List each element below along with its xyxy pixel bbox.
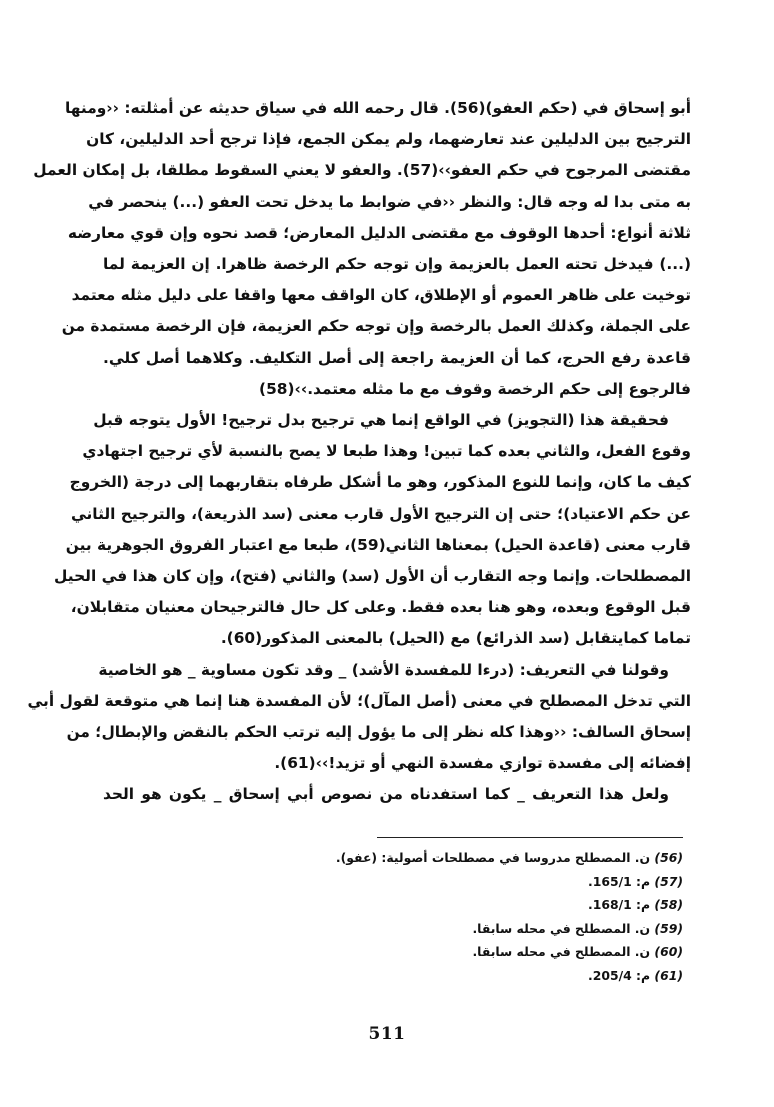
text-line: وقولنا في التعريف: (درءا للمفسدة الأشد) _ وقد تكون مساوية _ هو الخاصية: [98, 660, 669, 679]
paragraph-4: [103, 779, 691, 810]
footnote-61: [103, 964, 683, 988]
text-line: فالرجوع إلى حكم الرخصة وقوف مع ما مثله معتمد.››(58): [259, 379, 691, 398]
footnote-text: ن. المصطلح في محله سابقا.: [472, 920, 651, 936]
text-line: تماما كمايتقابل (سد الذرائع) مع (الحيل) بالمعنى المذكور(60).: [220, 629, 691, 648]
footnote-text: ن. المصطلح مدروسا في مصطلحات أصولية: (عفو).: [335, 850, 651, 865]
paragraph-1: [33, 93, 691, 405]
text-line: التي تدخل المصطلح في معنى (أصل المآل)؛ لأن المفسدة هنا إنما هي متوقعة لقول أبي: [27, 691, 691, 710]
footnotes: [103, 846, 683, 987]
text-line: قارب معنى (قاعدة الحيل) بمعناها الثاني(59)، طبعا مع اعتبار الفروق الجوهرية بين: [65, 535, 691, 554]
footnote-58: [103, 893, 683, 917]
footnote-number: (61): [654, 967, 683, 983]
footnote-57: [103, 870, 683, 894]
text-line: فحقيقة هذا (التجويز) في الواقع إنما هي ترجيح بدل ترجيح! الأول يتوجه قبل: [93, 411, 669, 430]
paragraph-2: [54, 405, 691, 655]
footnote-number: (56): [654, 850, 683, 865]
page-number: 511: [368, 1024, 406, 1044]
footnote-number: (57): [654, 873, 683, 889]
main-text-body: [27, 93, 691, 811]
footnote-text: م: 165/1.: [587, 873, 651, 889]
text-line: وقوع الفعل، والثاني بعده كما تبين! وهذا طبعا لا يصح بالنسبة لأي ترجيح اجتهادي: [82, 442, 691, 461]
text-line: قاعدة رفع الحرج، كما أن العزيمة راجعة إلى أصل التكليف. وكلاهما أصل كلي.: [103, 348, 691, 367]
footnote-divider: [377, 837, 683, 838]
footnote-59: [103, 917, 683, 941]
text-line: توخيت على ظاهر العموم أو الإطلاق، كان الواقف معها واقفا على دليل مثله معتمد: [71, 286, 691, 305]
text-line: أبو إسحاق في (حكم العفو)(56). قال رحمه الله في سياق حديثه عن أمثلته: ‹‹ومنها: [64, 99, 691, 117]
text-line: الترجيح بين الدليلين عند تعارضهما، ولم يمكن الجمع، فإذا ترجح أحد الدليلين، كان: [86, 130, 691, 149]
footnote-56: [103, 846, 683, 870]
text-line: به متى بدا له وجه قال: والنظر ‹‹في ضوابط ما يدخل تحت العفو (...) ينحصر في: [88, 192, 691, 211]
text-line: إسحاق السالف: ‹‹وهذا كله نظر إلى ما يؤول إليه ترتب الحكم بالنقض والإبطال؛ من: [66, 723, 691, 742]
footnote-number: (58): [654, 897, 683, 912]
footnote-number: (60): [654, 944, 683, 959]
text-line: المصطلحات. وإنما وجه التقارب أن الأول (سد) والثاني (فتح)، وإن كان هذا في الحيل: [54, 567, 691, 586]
footnote-text: م: 168/1.: [587, 897, 651, 912]
paragraph-3: [27, 655, 691, 780]
footnote-60: [103, 940, 683, 964]
footnote-text: م: 205/4.: [587, 967, 651, 983]
text-line: (...) فيدخل تحته العمل بالعزيمة وإن توجه حكم الرخصة ظاهرا. إن العزيمة لما: [103, 255, 691, 274]
text-line: إفضائه إلى مفسدة توازي مفسدة النهي أو تزيد!››(61).: [274, 754, 691, 773]
text-line: ولعل هذا التعريف _ كما استفدناه من نصوص أبي إسحاق _ يكون هو الحد: [103, 785, 669, 804]
text-line: على الجملة، وكذلك العمل بالرخصة وإن توجه حكم العزيمة، فإن الرخصة مستمدة من: [61, 317, 691, 336]
text-line: مقتضى المرجوح في حكم العفو››(57). والعفو لا يعني السقوط مطلقا، بل إمكان العمل: [33, 161, 691, 180]
footnote-number: (59): [654, 920, 683, 936]
text-line: عن حكم الاعتياد)؛ حتى إن الترجيح الأول قارب معنى (سد الذريعة)، والترجيح الثاني: [70, 504, 691, 523]
footnote-text: ن. المصطلح في محله سابقا.: [472, 944, 651, 959]
text-line: كيف ما كان، وإنما للنوع المذكور، وهو ما أشكل طرفاه بتقاربهما إلى درجة (الخروج: [69, 473, 691, 492]
text-line: ثلاثة أنواع: أحدها الوقوف مع مقتضى الدليل المعارض؛ قصد نحوه وإن قوي معارضه: [67, 223, 691, 242]
text-line: قبل الوقوع وبعده، وهو هنا بعده فقط. وعلى كل حال فالترجيحان معنيان متقابلان،: [70, 598, 691, 617]
